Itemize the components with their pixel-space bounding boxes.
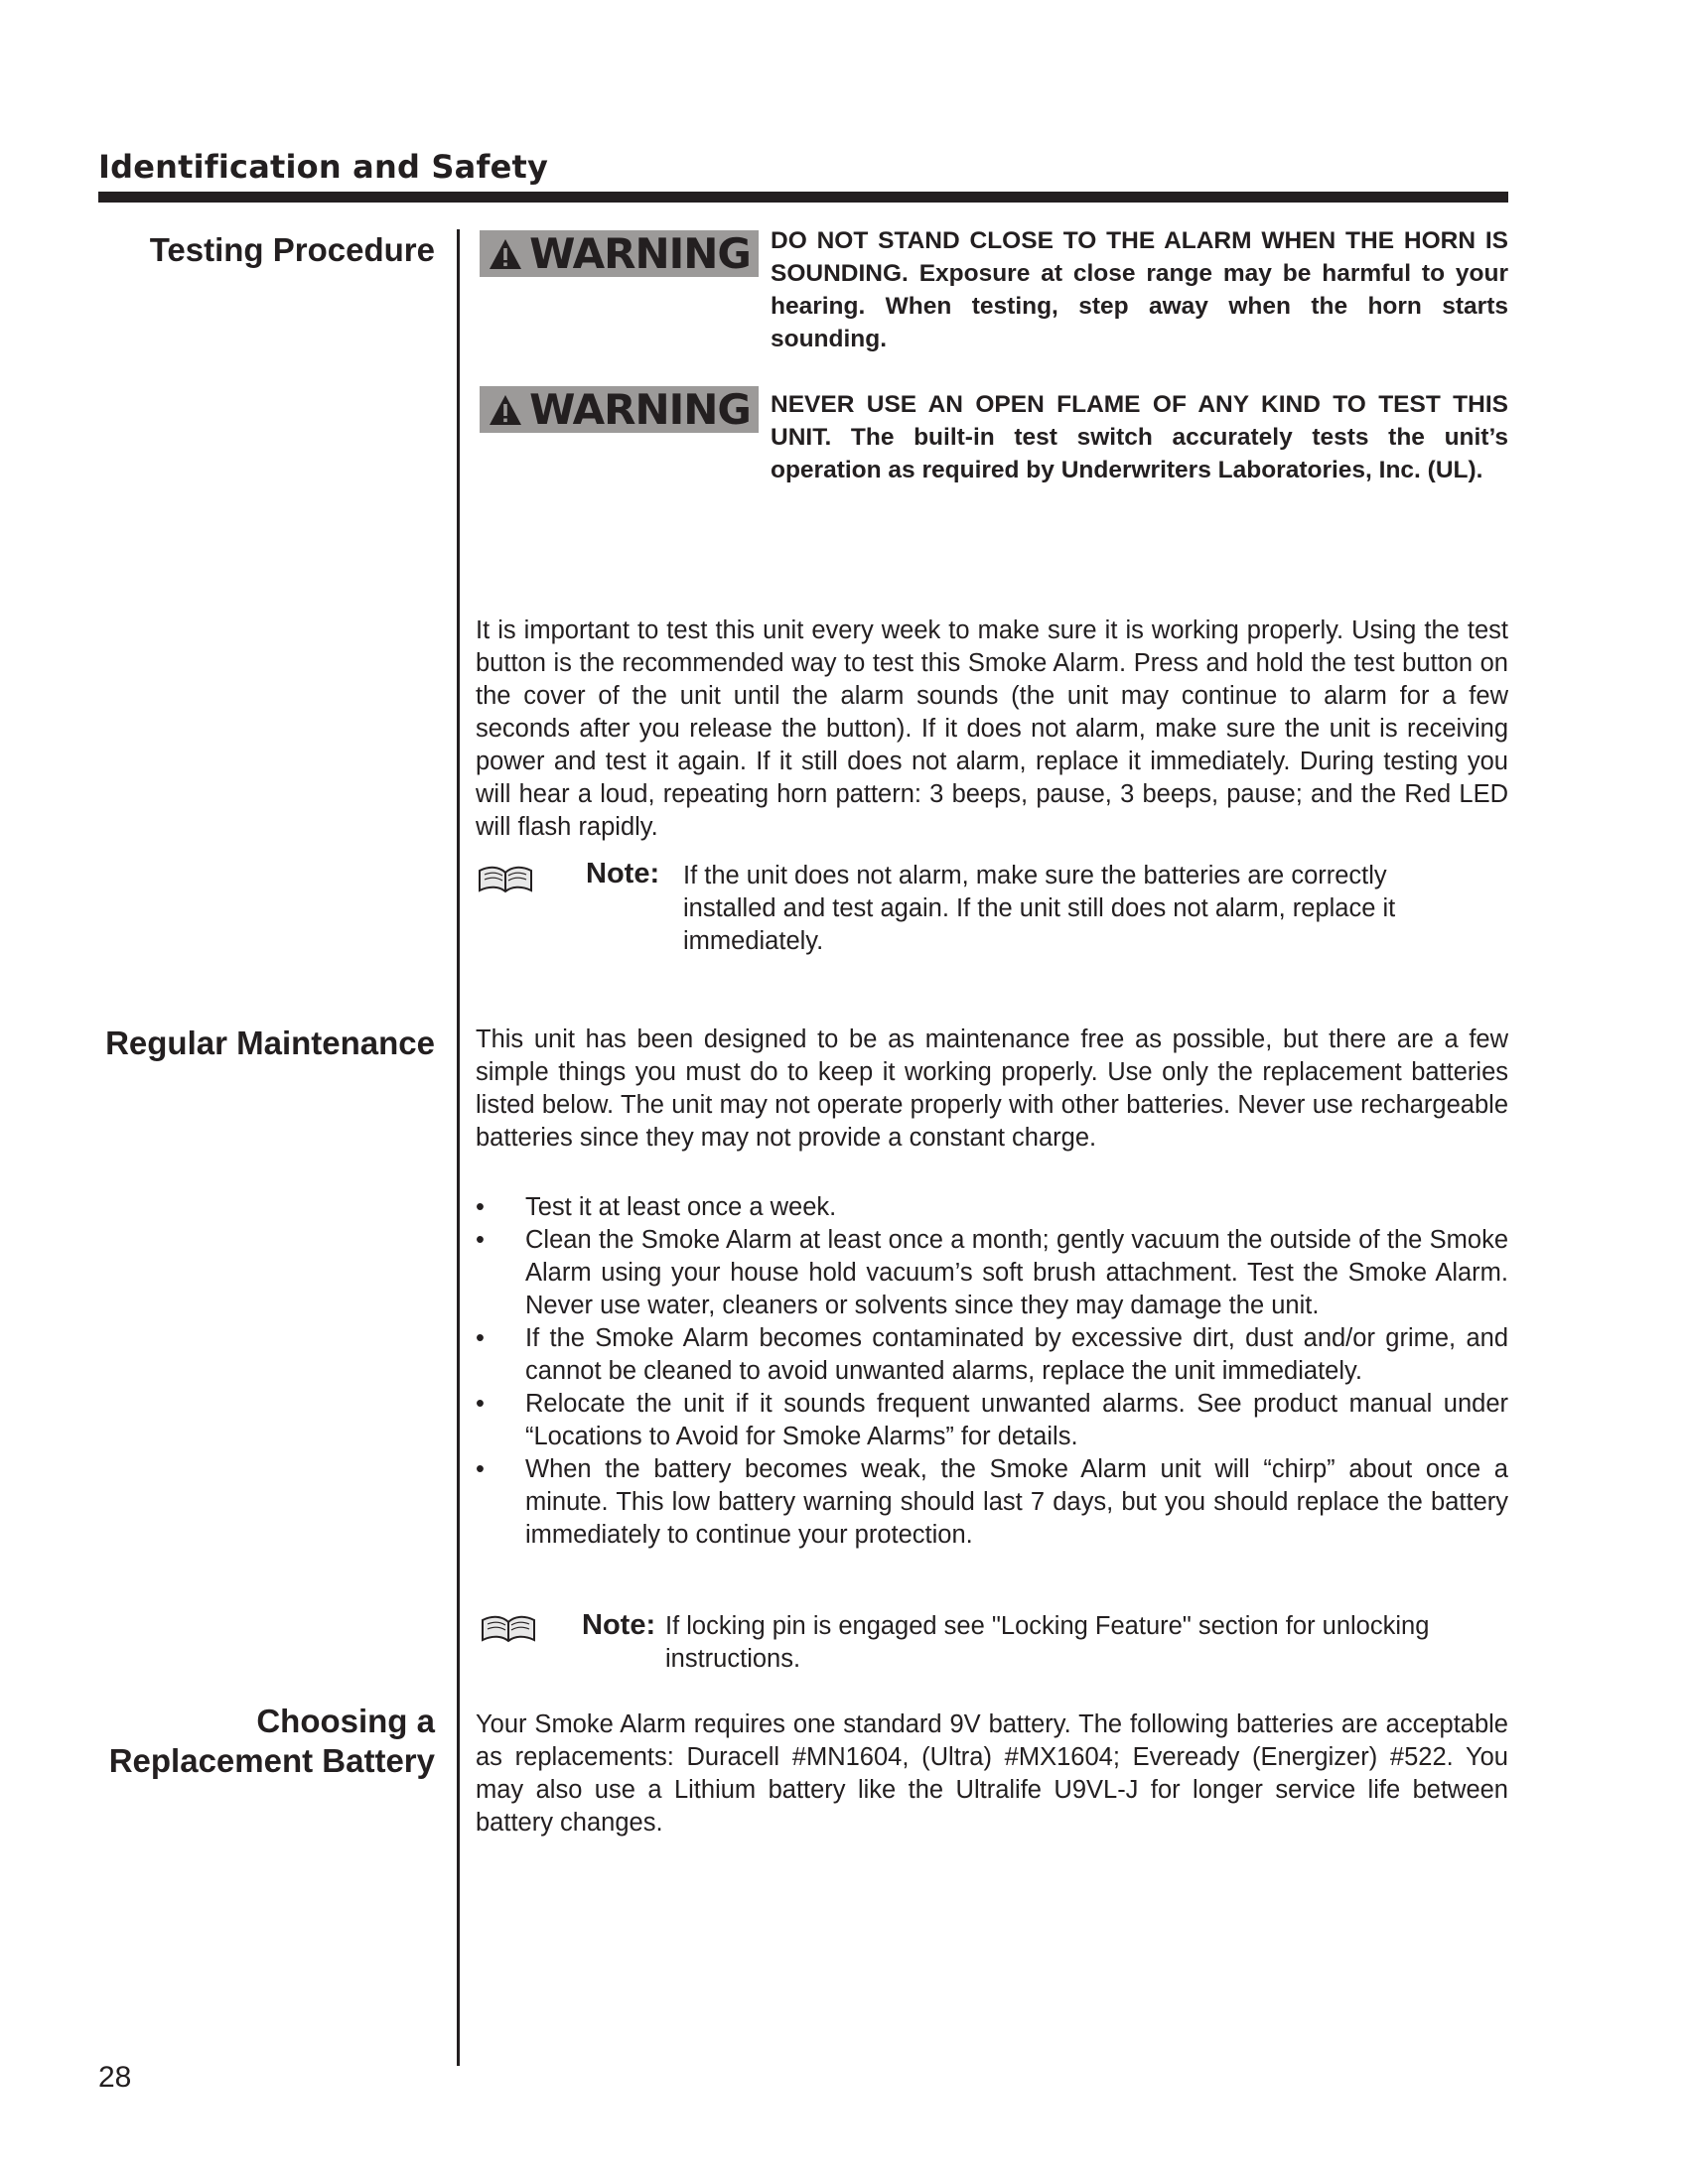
heading-regular-maintenance [77, 1024, 435, 1063]
open-book-icon [476, 861, 535, 896]
warning-badge [480, 386, 759, 433]
list-item-text: Clean the Smoke Alarm at least once a month; gently vacuum the outside of the Smoke Alarm using your house hold vacuum’s soft brush attachment. Test the Smoke Alarm. Never use water, cleaners or solvents since they may damage the unit. [525, 1226, 1508, 1319]
testing-paragraph: It is important to test this unit every week to make sure it is working properly. Using the test button is the recommended way to test this Smoke Alarm. Press and hold the test button on the cover of the unit until the alarm sounds (the unit may continue to alarm for a few seconds after you release the button). If it does not alarm, make sure the unit is receiving power and test it again. If it still does not alarm, replace it immediately. During testing you will hear a loud, repeating horn pattern: 3 beeps, pause, 3 beeps, pause; and the Red LED will flash rapidly. [476, 616, 1508, 841]
list-item-text: Test it at least once a week. [525, 1193, 837, 1221]
bullet-dot: • [476, 1324, 485, 1352]
battery-paragraph: Your Smoke Alarm requires one standard 9V battery. The following batteries are acceptable as replacements: Duracell #MN1604, (Ultra) #MX1604; Eveready (Energizer) #522. You may also use a Lithium battery like the Ultralife U9VL-J for longer service life between battery changes. [476, 1710, 1508, 1837]
list-item-text: If the Smoke Alarm becomes contaminated by excessive dirt, dust and/or grime, and cannot be cleaned to avoid unwanted alarms, replace the unit immediately. [525, 1324, 1508, 1385]
note-label: Note: [586, 858, 660, 889]
heading-choosing-battery [77, 1702, 435, 1781]
note-text: If locking pin is engaged see "Locking Feature" section for unlocking instructions. [665, 1612, 1430, 1673]
bullet-dot: • [476, 1193, 485, 1221]
maintenance-paragraph: This unit has been designed to be as maintenance free as possible, but there are a few simple things you must do to keep it working properly. Use only the replacement batteries listed below. The unit may not operate properly with other batteries. Never use rechargeable batteries since they may not provide a constant charge. [476, 1025, 1508, 1152]
note-text: If the unit does not alarm, make sure the batteries are correctly installed and test again. If the unit still does not alarm, replace it immediately. [683, 862, 1396, 955]
page-number: 28 [98, 2061, 132, 2094]
heading-testing-procedure [77, 230, 435, 270]
title-rule [98, 192, 1508, 203]
warning-triangle-icon [488, 237, 523, 271]
warning-text-horn: DO NOT STAND CLOSE TO THE ALARM WHEN THE HORN IS SOUNDING. Exposure at close range may be harmful to your hearing. When testing, step away when the horn starts sounding. [771, 227, 1508, 352]
warning-badge-label: WARNING [529, 385, 751, 434]
bullet-dot: • [476, 1390, 485, 1418]
list-item [476, 1388, 1508, 1453]
column-divider [457, 229, 460, 2066]
list-item [476, 1322, 1508, 1388]
warning-badge [480, 230, 759, 277]
list-item-text: Relocate the unit if it sounds frequent unwanted alarms. See product manual under “Locations to Avoid for Smoke Alarms” for details. [525, 1390, 1508, 1450]
open-book-icon [479, 1610, 538, 1646]
note-label: Note: [582, 1609, 656, 1641]
bullet-dot: • [476, 1455, 485, 1483]
warning-triangle-icon [488, 393, 523, 427]
maintenance-bullet-list [476, 1191, 1508, 1552]
list-item [476, 1453, 1508, 1552]
warning-badge-label: WARNING [529, 229, 751, 278]
warning-text-open-flame: NEVER USE AN OPEN FLAME OF ANY KIND TO TEST THIS UNIT. The built-in test switch accurately tests the unit’s operation as required by Underwriters Laboratories, Inc. (UL). [771, 391, 1508, 483]
list-item-text: When the battery becomes weak, the Smoke Alarm unit will “chirp” about once a minute. This low battery warning should last 7 days, but you should replace the battery immediately to continue your protection. [525, 1455, 1508, 1549]
list-item [476, 1191, 1508, 1224]
list-item [476, 1224, 1508, 1322]
heading-choosing-battery-line1: Choosing a [256, 1703, 435, 1739]
bullet-dot: • [476, 1226, 485, 1254]
heading-regular-maintenance-text: Regular Maintenance [105, 1024, 435, 1061]
heading-testing-procedure-text: Testing Procedure [149, 231, 435, 268]
page-title: Identification and Safety [98, 148, 549, 186]
heading-choosing-battery-line2: Replacement Battery [108, 1742, 435, 1779]
